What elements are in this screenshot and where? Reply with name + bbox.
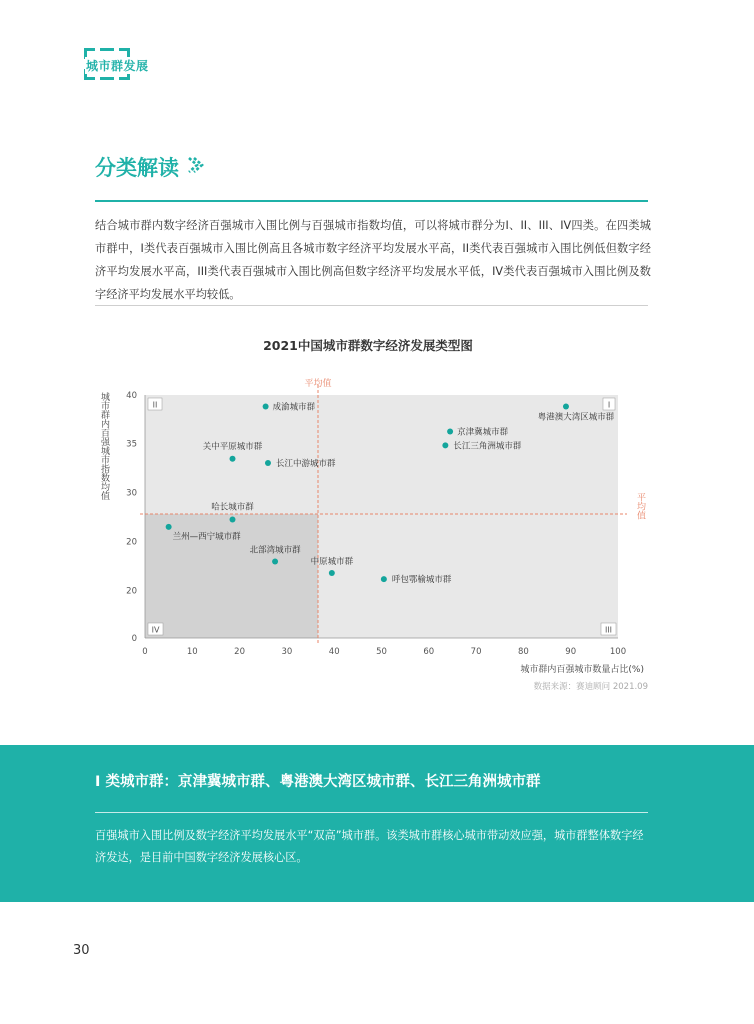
x-tick-label: 90 [565,647,577,657]
chart-title: 2021中国城市群数字经济发展类型图 [263,338,473,353]
scatter-point [442,442,448,448]
intro-divider [95,305,648,306]
y-tick-label: 40 [126,391,137,401]
scatter-point [329,570,335,576]
quadrant-tag-text: II [152,400,158,410]
quadrant-tag-text: I [607,400,611,410]
title-divider [95,200,648,202]
scatter-point [563,404,569,410]
x-tick-label: 60 [423,647,435,657]
y-tick-label: 20 [126,586,137,597]
quadrant-tag-text: III [604,625,613,635]
point-label: 中原城市群 [310,556,354,567]
y-axis-label: 城市群内百强城市指数均值 [99,392,109,500]
scatter-point [381,576,387,582]
quadrant-label-I [603,398,615,410]
x-axis-ticks [142,647,626,657]
header-label: 城市群发展 [86,59,149,73]
point-label: 京津冀城市群 [457,427,509,438]
band-text: 百强城市入围比例及数字经济平均发展水平“双高”城市群。该类城市群核心城市带动效应强，城市群整体数字经济发达，是目前中国数字经济发展核心区。 [95,829,644,864]
point-label: 粤港澳大湾区城市群 [537,412,615,423]
y-axis-ticks [126,391,137,644]
point-label: 长江中游城市群 [275,459,336,470]
x-tick-label: 70 [470,647,482,657]
y-tick-label: 0 [131,634,137,644]
quadrant-III-bg [318,514,618,638]
y-tick-label: 30 [126,488,137,499]
point-label: 关中平原城市群 [202,441,263,452]
scatter-point [447,428,453,434]
scatter-point [230,517,236,523]
scatter-point [230,456,236,462]
point-label: 长江三角洲城市群 [453,441,522,452]
double-chevron-icon [186,156,204,174]
y-tick-label: 35 [126,439,137,450]
avg-label-right: 平均值 [635,492,645,520]
x-tick-label: 20 [234,647,246,657]
x-tick-label: 10 [186,647,198,657]
quadrant-label-IV [148,623,163,635]
point-label: 呼包鄂榆城市群 [391,575,452,586]
quadrant-label-III [601,623,616,635]
band-divider [95,812,648,813]
point-label: 成渝城市群 [272,402,316,413]
y-tick-label: 20 [126,537,137,548]
x-axis-label: 城市群内百强城市数量占比(%) [520,665,644,675]
scatter-chart [0,320,754,700]
x-tick-label: 80 [517,647,529,657]
logo-line-bottom [100,77,114,80]
intro-paragraph: 结合城市群内数字经济百强城市入围比例与百强城市指数均值，可以将城市群分为I、II、III、IV四类。在四类城市群中，I类代表百强城市入围比例高且各城市数字经济平均发展水平高，II类代表百强城市入围比例低但数字经济平均发展水平高，III类代表百强城市入围比例高但数字经济平均发展水平低，IV类代表百强城市入围比例及数字经济平均发展水平均较低。 [95,219,651,301]
band-title: I 类城市群：京津冀城市群、粤港澳大湾区城市群、长江三角洲城市群 [95,774,541,790]
quadrant-label-II [148,398,162,410]
quadrant-II-bg [145,395,318,514]
scatter-point [272,558,278,564]
section-title: 分类解读 [95,156,179,180]
x-tick-label: 40 [328,647,340,657]
scatter-point [265,460,271,466]
quadrant-tag-text: IV [151,625,160,635]
x-tick-label: 100 [609,647,627,657]
point-label: 兰州—西宁城市群 [172,531,241,542]
point-label: 哈长城市群 [211,502,254,513]
x-tick-label: 50 [376,647,387,657]
data-source: 数据来源：赛迪顾问 2021.09 [533,682,648,692]
highlight-band [0,745,754,902]
logo-line-top [100,48,114,51]
scatter-point [263,404,269,410]
avg-label-top: 平均值 [304,379,332,389]
scatter-point [166,524,172,530]
x-tick-label: 0 [142,647,148,657]
point-label: 北部湾城市群 [249,545,301,556]
x-tick-label: 30 [281,647,293,657]
page-number: 30 [73,943,90,958]
